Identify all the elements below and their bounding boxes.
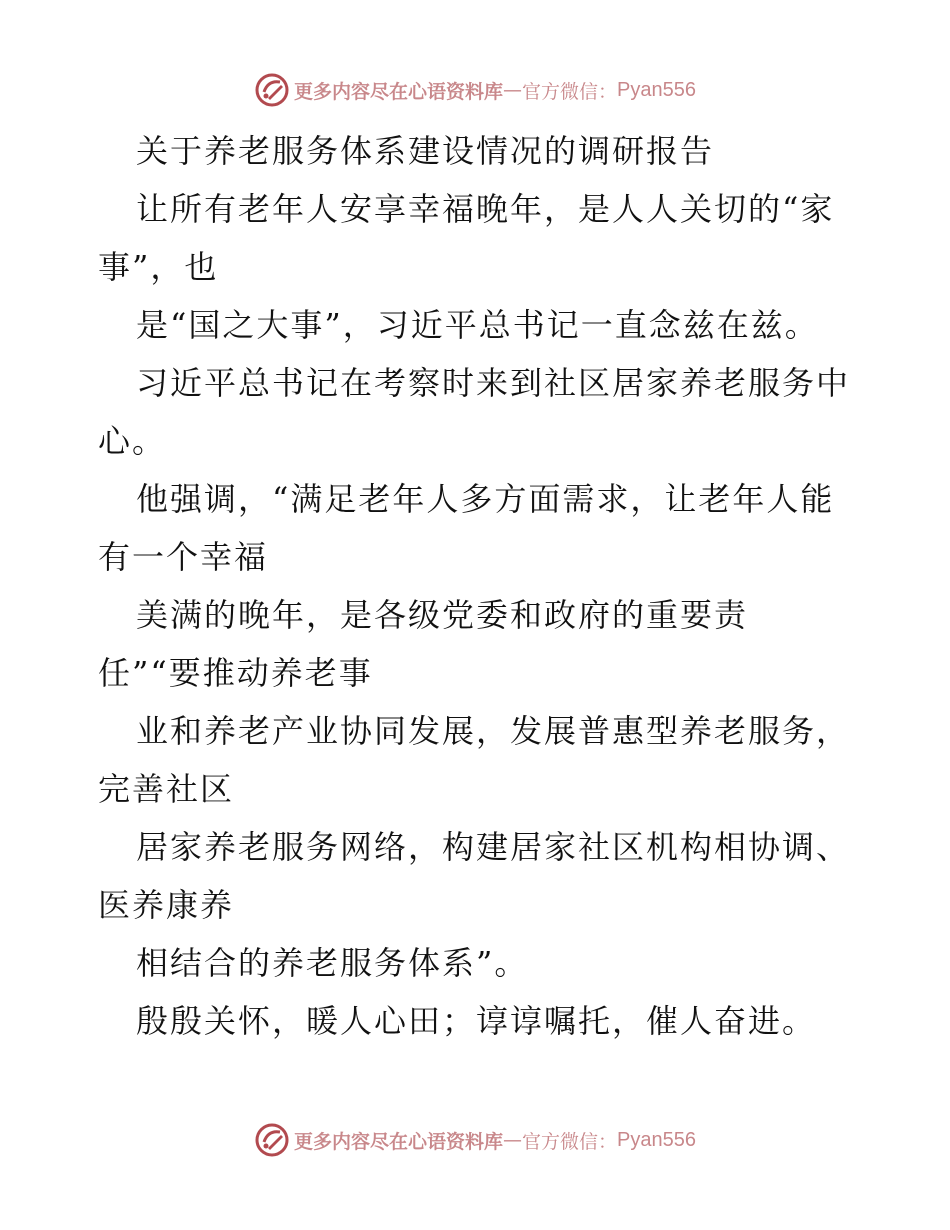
footer-banner [0, 1120, 950, 1160]
footer-wechat-id: Pyan556 [617, 1128, 696, 1151]
text-line: 他强调，“满足老年人多方面需求，让老年人能 [136, 480, 835, 518]
text-line: 业和养老产业协同发展，发展普惠型养老服务， [136, 712, 851, 750]
text-line: 美满的晚年，是各级党委和政府的重要责 [136, 596, 749, 634]
header-wechat-id: Pyan556 [617, 78, 696, 101]
text-line: 是“国之大事”，习近平总书记一直念兹在兹。 [136, 306, 819, 344]
heart-pen-logo-icon [254, 72, 290, 108]
document-body [98, 122, 858, 1050]
heart-pen-logo-icon [254, 1122, 290, 1158]
document-title: 关于养老服务体系建设情况的调研报告 [136, 132, 715, 170]
header-banner-content [254, 72, 696, 108]
text-line: 殷殷关怀，暖人心田；谆谆嘱托，催人奋进。 [136, 1002, 817, 1040]
text-line: 有一个幸福 [98, 538, 269, 576]
footer-banner-content [254, 1122, 696, 1158]
footer-banner-text: 更多内容尽在心语资料库 [294, 1130, 504, 1153]
text-line: 任”“要推动养老事 [98, 654, 373, 692]
text-line: 习近平总书记在考察时来到社区居家养老服务中 [136, 364, 851, 402]
header-wechat-label: 官方微信： [522, 80, 618, 103]
footer-wechat-label: 官方微信： [522, 1130, 618, 1153]
text-line: 心。 [98, 422, 167, 460]
text-line: 居家养老服务网络，构建居家社区机构相协调、 [136, 828, 851, 866]
text-line: 让所有老年人安享幸福晚年，是人人关切的“家 [136, 190, 835, 228]
text-line: 事”，也 [98, 248, 219, 286]
text-line: 相结合的养老服务体系”。 [136, 944, 529, 982]
header-banner [0, 70, 950, 110]
footer-banner-dash: — [503, 1129, 523, 1151]
header-banner-text: 更多内容尽在心语资料库 [294, 80, 504, 103]
text-line: 医养康养 [98, 886, 235, 924]
text-line: 完善社区 [98, 770, 235, 808]
header-banner-dash: — [503, 79, 523, 101]
